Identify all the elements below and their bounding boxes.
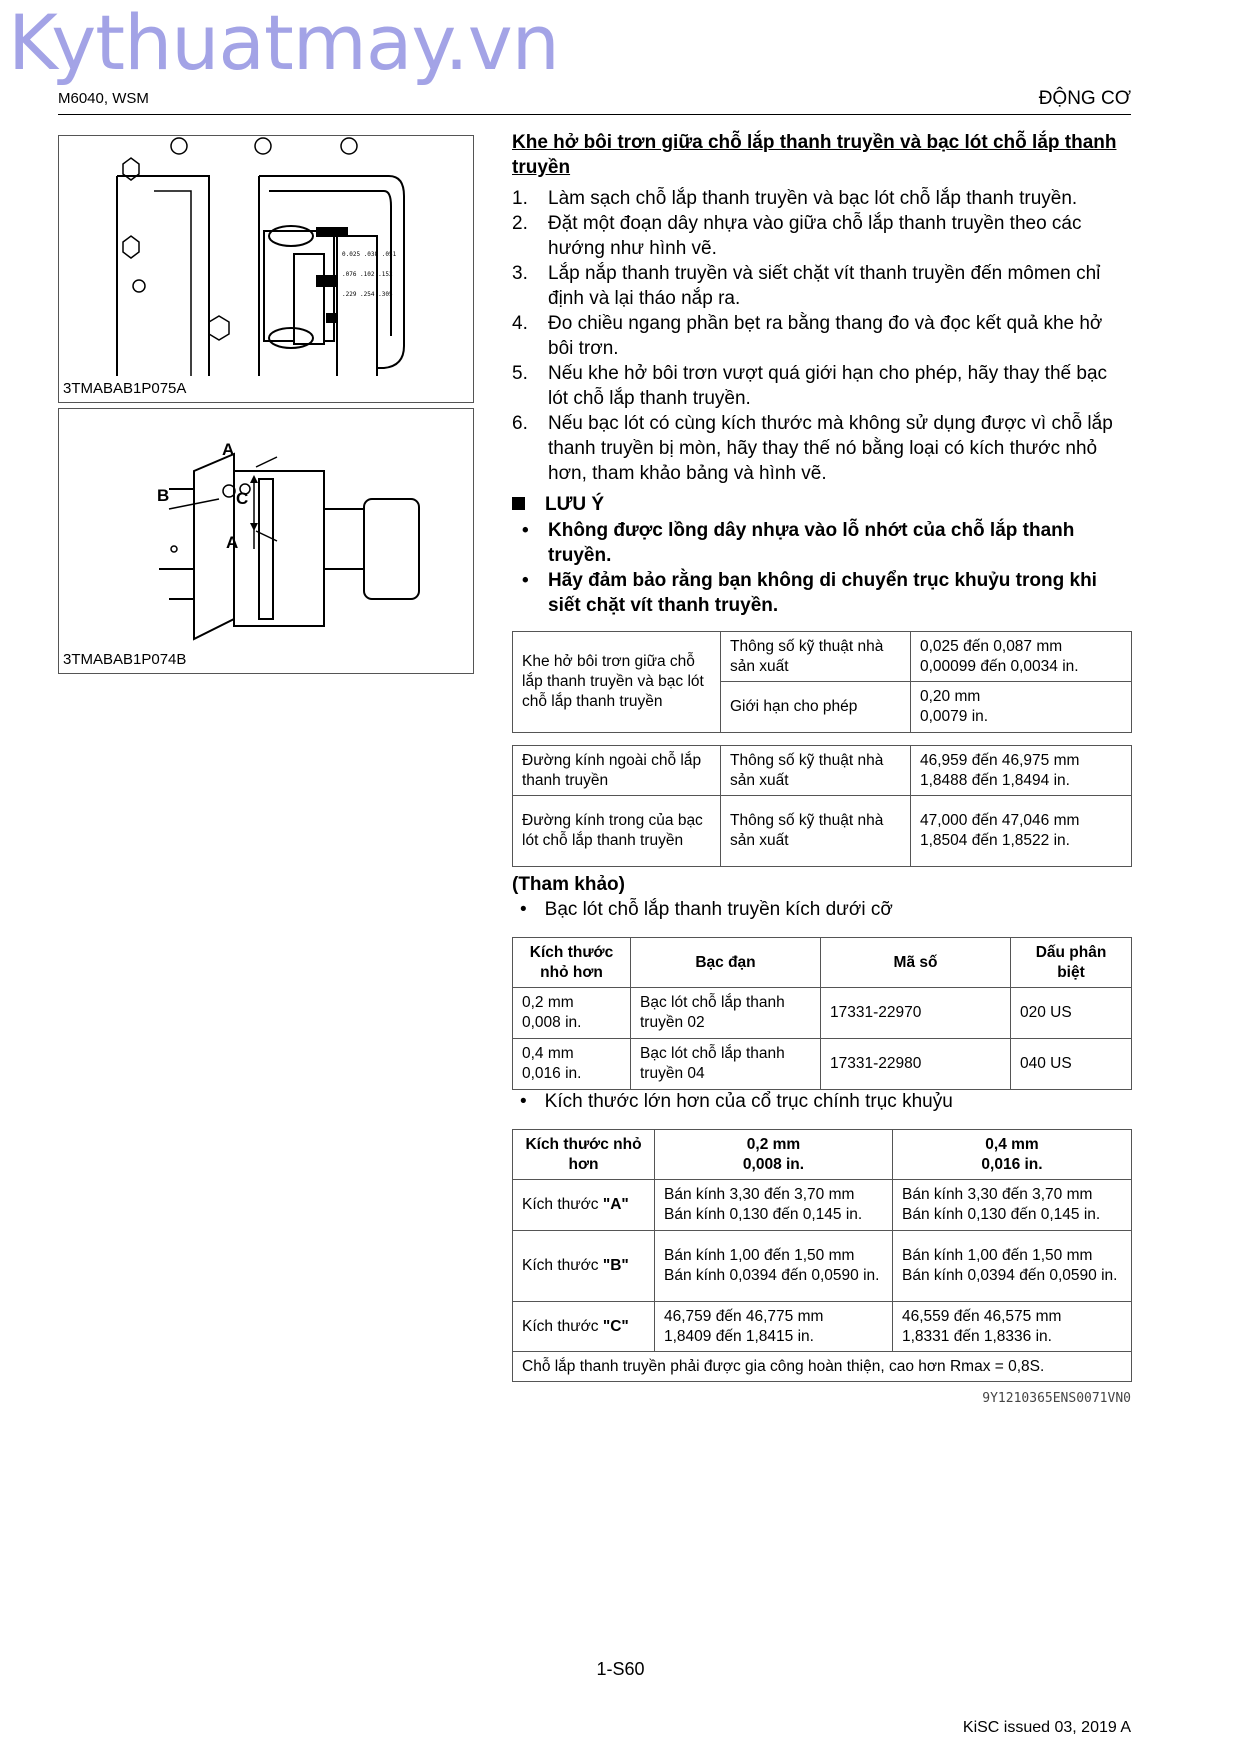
note-square-icon	[512, 497, 525, 510]
step-number: 4.	[512, 313, 528, 334]
step-item	[512, 411, 1132, 486]
table-row	[513, 1302, 1132, 1352]
step-item	[512, 311, 1132, 361]
callout-b: B	[157, 486, 170, 505]
undersize-bearing-table	[512, 937, 1132, 1090]
column-header: Kích thước nhỏ hơn	[513, 1130, 655, 1180]
figure-crankshaft-diagram	[58, 408, 474, 674]
column-header: Mã số	[821, 938, 1011, 988]
spec-value: 0,20 mm 0,0079 in.	[911, 682, 1132, 733]
spec-item: Khe hở bôi trơn giữa chỗ lắp thanh truyền và bạc lót chỗ lắp thanh truyền	[513, 632, 721, 733]
step-item	[512, 211, 1132, 261]
reference-title: (Tham khảo)	[512, 874, 625, 895]
callout-c: C	[236, 489, 249, 508]
mark-cell: 020 US	[1011, 988, 1132, 1039]
column-header: Kích thước nhỏ hơn	[513, 938, 631, 988]
spec-label: Thông số kỹ thuật nhà sản xuất	[721, 796, 911, 867]
dimension-value: Bán kính 3,30 đến 3,70 mm Bán kính 0,130 đến 0,145 in.	[655, 1180, 893, 1231]
step-number: 5.	[512, 363, 528, 384]
step-item	[512, 261, 1132, 311]
note-item: • Hãy đảm bảo rằng bạn không di chuyển trục khuỷu trong khi siết chặt vít thanh truyền.	[512, 568, 1132, 618]
procedure-steps	[512, 186, 1132, 486]
svg-text:.076 .102 .152: .076 .102 .152	[342, 271, 393, 278]
table-row	[513, 1231, 1132, 1302]
reference-bullet: • Bạc lót chỗ lắp thanh truyền kích dưới cỡ	[512, 899, 893, 921]
figure-label: 3TMABAB1P075A	[63, 380, 187, 397]
header-divider	[58, 114, 1131, 115]
step-text: Lắp nắp thanh truyền và siết chặt vít thanh truyền đến mômen chỉ định và lại tháo nắp ra.	[548, 263, 1101, 309]
spec-label: Thông số kỹ thuật nhà sản xuất	[721, 632, 911, 682]
table-footnote: Chỗ lắp thanh truyền phải được gia công hoàn thiện, cao hơn Rmax = 0,8S.	[513, 1352, 1132, 1382]
dimension-value: 46,559 đến 46,575 mm 1,8331 đến 1,8336 in.	[893, 1302, 1132, 1352]
svg-text:0.025 .038 .051: 0.025 .038 .051	[342, 251, 397, 258]
step-number: 2.	[512, 213, 528, 234]
code-cell: 17331-22980	[821, 1039, 1011, 1090]
spec-value: 0,025 đến 0,087 mm 0,00099 đến 0,0034 in.	[911, 632, 1132, 682]
diameter-table	[512, 745, 1132, 867]
footer-issue: KiSC issued 03, 2019 A	[962, 1719, 1131, 1736]
step-text: Đặt một đoạn dây nhựa vào giữa chỗ lắp thanh truyền theo các hướng như hình vẽ.	[548, 213, 1082, 259]
step-item	[512, 361, 1132, 411]
note-list	[512, 518, 1132, 618]
dimension-value: Bán kính 1,00 đến 1,50 mm Bán kính 0,0394 đến 0,0590 in.	[655, 1231, 893, 1302]
oil-clearance-table	[512, 631, 1132, 733]
step-text: Làm sạch chỗ lắp thanh truyền và bạc lót chỗ lắp thanh truyền.	[548, 188, 1078, 209]
dimension-label: Kích thước "B"	[513, 1231, 655, 1302]
size-cell: 0,2 mm 0,008 in.	[513, 988, 631, 1039]
step-text: Đo chiều ngang phần bẹt ra bằng thang đo và đọc kết quả khe hở bôi trơn.	[548, 313, 1103, 359]
svg-text:.229 .254 .305: .229 .254 .305	[342, 291, 393, 298]
table-row	[513, 988, 1132, 1039]
header-manual-code: M6040, WSM	[58, 90, 149, 107]
figure-plastigage-photo	[58, 135, 474, 403]
page-number: 1-S60	[596, 1659, 645, 1679]
spec-label: Giới hạn cho phép	[721, 682, 911, 733]
engine-block-illustration	[59, 136, 473, 376]
dimension-value: Bán kính 3,30 đến 3,70 mm Bán kính 0,130 đến 0,145 in.	[893, 1180, 1132, 1231]
step-text: Nếu bạc lót có cùng kích thước mà không sử dụng được vì chỗ lắp thanh truyền bị mòn, hãy thay thế nó bằng loại có kích thước nhỏ hơn, tham khảo bảng và hình vẽ.	[548, 413, 1113, 484]
spec-item: Đường kính ngoài chỗ lắp thanh truyền	[513, 746, 721, 796]
note-item: • Không được lồng dây nhựa vào lỗ nhớt của chỗ lắp thanh truyền.	[512, 518, 1132, 568]
step-number: 6.	[512, 413, 528, 434]
reference-bullet: • Kích thước lớn hơn của cổ trục chính trục khuỷu	[512, 1091, 953, 1113]
bearing-cell: Bạc lót chỗ lắp thanh truyền 02	[631, 988, 821, 1039]
column-header: Dấu phân biệt	[1011, 938, 1132, 988]
table-row	[513, 1180, 1132, 1231]
callout-a-top: A	[222, 440, 235, 459]
dimension-label: Kích thước "A"	[513, 1180, 655, 1231]
document-id: 9Y1210365ENS0071VN0	[982, 1391, 1131, 1406]
dimension-label: Kích thước "C"	[513, 1302, 655, 1352]
dimension-value: 46,759 đến 46,775 mm 1,8409 đến 1,8415 in.	[655, 1302, 893, 1352]
callout-a-bottom: A	[226, 533, 239, 552]
figure-label: 3TMABAB1P074B	[63, 651, 187, 668]
bearing-cell: Bạc lót chỗ lắp thanh truyền 04	[631, 1039, 821, 1090]
header-section-title: ĐỘNG CƠ	[1038, 88, 1131, 109]
code-cell: 17331-22970	[821, 988, 1011, 1039]
column-header: 0,2 mm 0,008 in.	[655, 1130, 893, 1180]
crankshaft-illustration	[59, 409, 473, 649]
table-row	[513, 1039, 1132, 1090]
spec-label: Thông số kỹ thuật nhà sản xuất	[721, 746, 911, 796]
dimension-value: Bán kính 1,00 đến 1,50 mm Bán kính 0,0394 đến 0,0590 in.	[893, 1231, 1132, 1302]
column-header: 0,4 mm 0,016 in.	[893, 1130, 1132, 1180]
column-header: Bạc đạn	[631, 938, 821, 988]
spec-value: 46,959 đến 46,975 mm 1,8488 đến 1,8494 in.	[911, 746, 1132, 796]
spec-value: 47,000 đến 47,046 mm 1,8504 đến 1,8522 in.	[911, 796, 1132, 867]
size-cell: 0,4 mm 0,016 in.	[513, 1039, 631, 1090]
note-title: LƯU Ý	[545, 494, 605, 515]
section-heading: Khe hở bôi trơn giữa chỗ lắp thanh truyền và bạc lót chỗ lắp thanh truyền	[512, 132, 1117, 178]
step-item	[512, 186, 1132, 211]
journal-size-table	[512, 1129, 1132, 1382]
spec-item: Đường kính trong của bạc lót chỗ lắp thanh truyền	[513, 796, 721, 867]
step-number: 3.	[512, 263, 528, 284]
mark-cell: 040 US	[1011, 1039, 1132, 1090]
step-text: Nếu khe hở bôi trơn vượt quá giới hạn cho phép, hãy thay thế bạc lót chỗ lắp thanh truyền.	[548, 363, 1108, 409]
step-number: 1.	[512, 188, 528, 209]
note-heading	[512, 494, 604, 516]
watermark: Kythuatmay.vn	[8, 0, 559, 87]
